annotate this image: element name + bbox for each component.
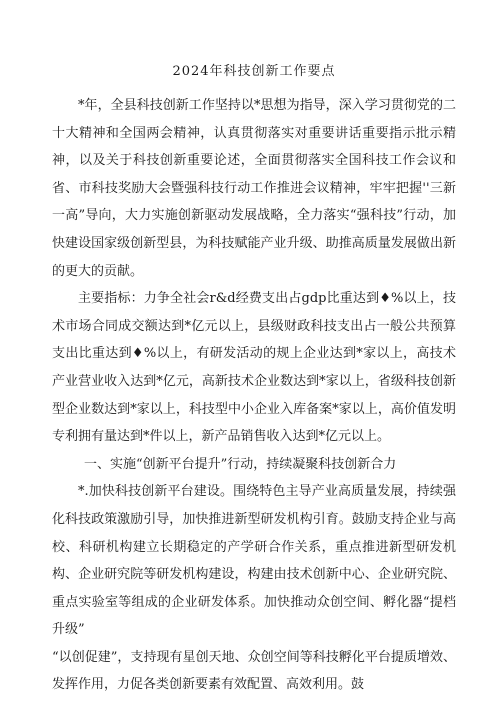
continuation-paragraph: “以创促建”，支持现有星创天地、众创空间等科技孵化平台提质增效、发挥作用，力促各类创新要素有效配置、高效利用。鼓 [52, 649, 456, 693]
section-paragraph: *.加快科技创新平台建设。围绕特色主导产业高质量发展，持续强化科技政策激励引导，加快推进新型研发机构引育。鼓励支持企业与高校、科研机构建立长期稳定的产学研合作关系，重点推进新型研发机构、企业研究院等研发机构建设，构建由技术创新中心、企业研究院、重点实验室等组成的企业研发体系。加快推动众创空间、孵化器“提档升级” [52, 484, 456, 638]
section-heading: 一、实施“创新平台提升”行动，持续凝聚科技创新合力 [84, 456, 397, 472]
indicators-paragraph: 主要指标：力争全社会r&d经费支出占gdp比重达到♦%以上，技术市场合同成交额达到*亿元以上，县级财政科技支出占一般公共预算支出比重达到♦%以上，有研发活动的规上企业达到*家以上，高技术产业营业收入达到*亿元，高新技术企业数达到*家以上，省级科技创新型企业数达到*家以上，科技型中小企业入库备案*家以上，高价值发明专利拥有量达到*件以上，新产品销售收入达到*亿元以上。 [52, 291, 456, 445]
document-title: 2024年科技创新工作要点 [172, 64, 336, 79]
intro-paragraph: *年，全县科技创新工作坚持以*思想为指导，深入学习贯彻党的二十大精神和全国两会精神，认真贯彻落实对重要讲话重要指示批示精神，以及关于科技创新重要论述，全面贯彻落实全国科技工作会议和省、市科技奖励大会暨强科技行动工作推进会议精神，牢牢把握''三新一高”导向，大力实施创新驱动发展战略，全力落实“强科技”行动，加快建设国家级创新型县，为科技赋能产业升级、助推高质量发展做出新的更大的贡献。 [52, 98, 456, 279]
